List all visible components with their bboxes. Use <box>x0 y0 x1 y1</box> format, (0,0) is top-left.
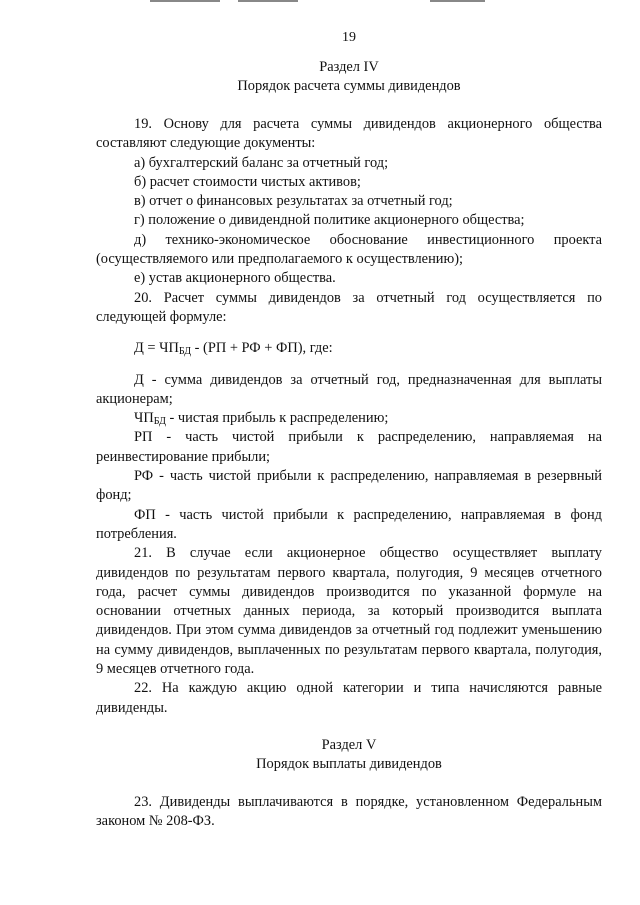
section-5-title: Раздел V <box>321 736 377 753</box>
scan-artifact <box>430 0 485 2</box>
definition-rp: РП - часть чистой прибыли к распределению, направляемая на реинвестирование прибыли; <box>96 429 602 465</box>
paragraph-19-intro: 19. Основу для расчета суммы дивидендов акционерного общества составляют следующие документы: <box>96 116 602 152</box>
definition-d: Д - сумма дивидендов за отчетный год, предназначенная для выплаты акционерам; <box>96 371 602 407</box>
paragraph-21: 21. В случае если акционерное общество осуществляет выплату дивидендов по результатам первого квартала, полугодия, 9 месяцев отчетного года, расчет суммы дивидендов производится по указанной формуле на основании отчетных данных периода, за который производится выплата дивидендов. При этом сумма дивидендов за отчетный год подлежит уменьшению на сумму дивидендов, выплаченных по результатам первого квартала, полугодия, 9 месяцев отчетного года. <box>96 545 602 678</box>
definition-rf: РФ - часть чистой прибыли к распределению, направляемая в резервный фонд; <box>96 468 602 504</box>
section-4-title: Раздел IV <box>319 59 379 75</box>
list-item-b: б) расчет стоимости чистых активов; <box>134 173 361 190</box>
page-number: 19 <box>342 30 356 45</box>
list-item-e: е) устав акционерного общества. <box>134 270 336 287</box>
definition-chp-subscript: БД <box>153 416 166 428</box>
definition-fp: ФП - часть чистой прибыли к распределению, направляемая в фонд потребления. <box>96 506 602 542</box>
formula-subscript: БД <box>178 346 192 358</box>
section-5-subtitle: Порядок выплаты дивидендов <box>256 755 442 772</box>
formula-rhs: - (РП + РФ + ФП), где: <box>191 340 333 357</box>
scan-artifact <box>238 0 298 2</box>
list-item-g: г) положение о дивидендной политике акционерного общества; <box>134 212 525 229</box>
scan-artifact <box>150 0 220 2</box>
paragraph-23: 23. Дивиденды выплачиваются в порядке, установленном Федеральным законом № 208-ФЗ. <box>96 793 602 830</box>
formula-lhs: Д = ЧП <box>134 340 179 357</box>
document-page <box>96 30 602 832</box>
list-item-d: д) технико-экономическое обоснование инвестиционного проекта (осуществляемого или предполагаемого к осуществлению); <box>96 231 602 268</box>
definition-chp-text: - чистая прибыль к распределению; <box>165 410 389 427</box>
definition-chp <box>96 409 602 428</box>
dividend-formula <box>96 339 602 358</box>
list-item-v: в) отчет о финансовых результатах за отчетный год; <box>134 193 453 210</box>
paragraph-20: 20. Расчет суммы дивидендов за отчетный год осуществляется по следующей формуле: <box>96 289 602 325</box>
list-item-a: а) бухгалтерский баланс за отчетный год; <box>134 154 389 171</box>
section-4-subtitle: Порядок расчета суммы дивидендов <box>237 78 461 94</box>
definition-chp-symbol: ЧП <box>134 410 154 427</box>
paragraph-22: 22. На каждую акцию одной категории и типа начисляются равные дивиденды. <box>96 680 602 716</box>
